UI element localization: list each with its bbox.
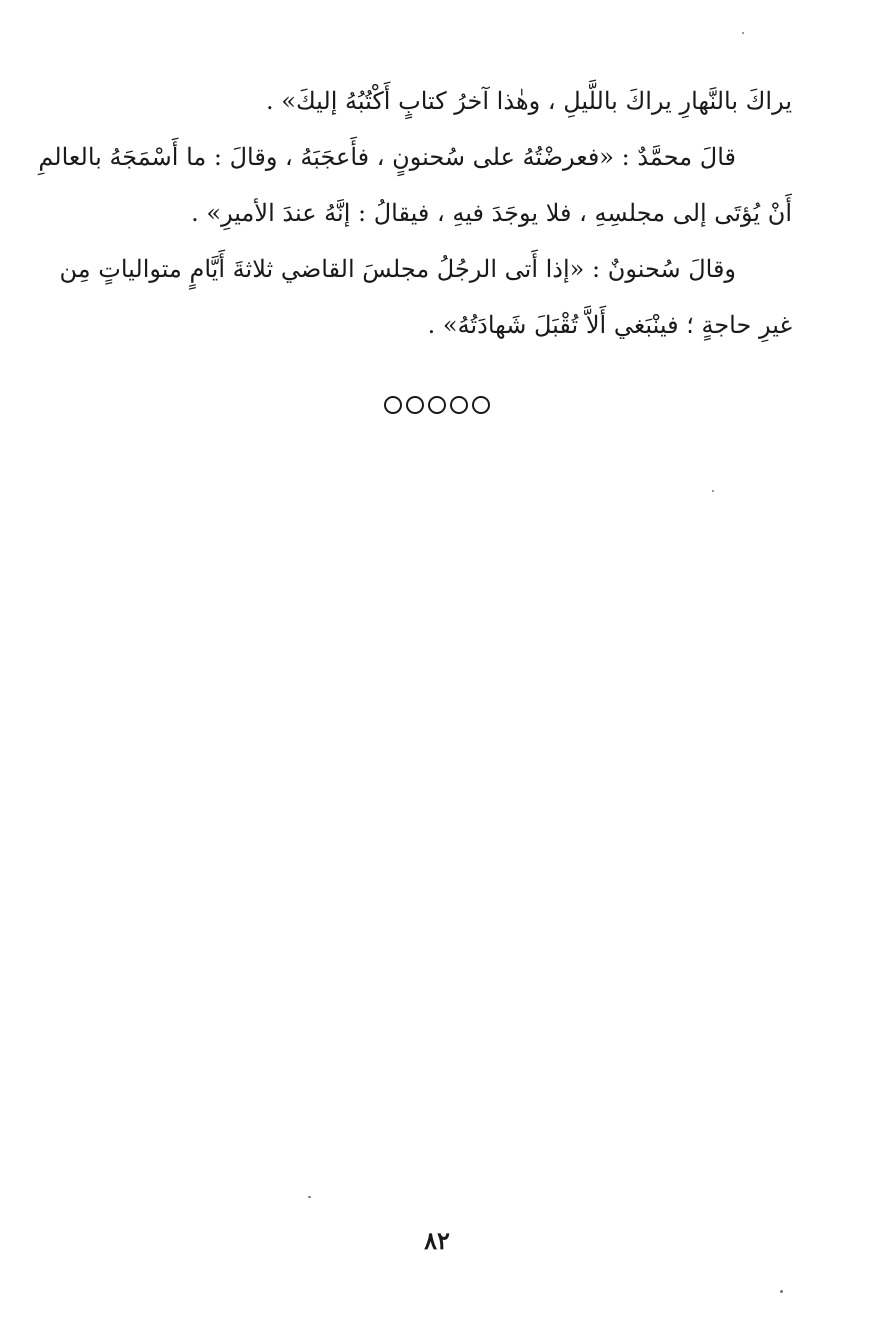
page-number: ٨٢: [424, 1226, 450, 1255]
text-line-3: أَنْ يُؤتَى إلى مجلسِهِ ، فلا يوجَدَ فيهِ ، فيقالُ : إنَّهُ عندَ الأميرِ» .: [191, 199, 792, 227]
text-line-5: غيرِ حاجةٍ ؛ فينْبَغي أَلاَّ تُقْبَلَ شَهادَتُهُ» .: [427, 311, 792, 339]
scan-speck: [780, 1290, 783, 1293]
divider-circle-icon: [428, 396, 446, 414]
divider-circle-icon: [406, 396, 424, 414]
divider-circle-icon: [450, 396, 468, 414]
section-divider: [0, 396, 874, 414]
scan-speck: [308, 1196, 311, 1198]
scan-speck: [742, 32, 744, 34]
scan-speck: [712, 490, 714, 492]
text-line-4: وقالَ سُحنونٌ : «إذا أَتى الرجُلُ مجلسَ القاضي ثلاثةَ أَيَّامٍ متوالياتٍ مِن: [59, 255, 736, 283]
divider-circle-icon: [384, 396, 402, 414]
text-line-1: يراكَ بالنَّهارِ يراكَ باللَّيلِ ، وهٰذا آخرُ كتابٍ أَكْتُبُهُ إليكَ» .: [266, 87, 792, 115]
text-line-2: قالَ محمَّدٌ : «فعرضْتُهُ على سُحنونٍ ، فأَعجَبَهُ ، وقالَ : ما أَسْمَجَهُ بالعالمِ: [38, 143, 736, 171]
divider-circle-icon: [472, 396, 490, 414]
